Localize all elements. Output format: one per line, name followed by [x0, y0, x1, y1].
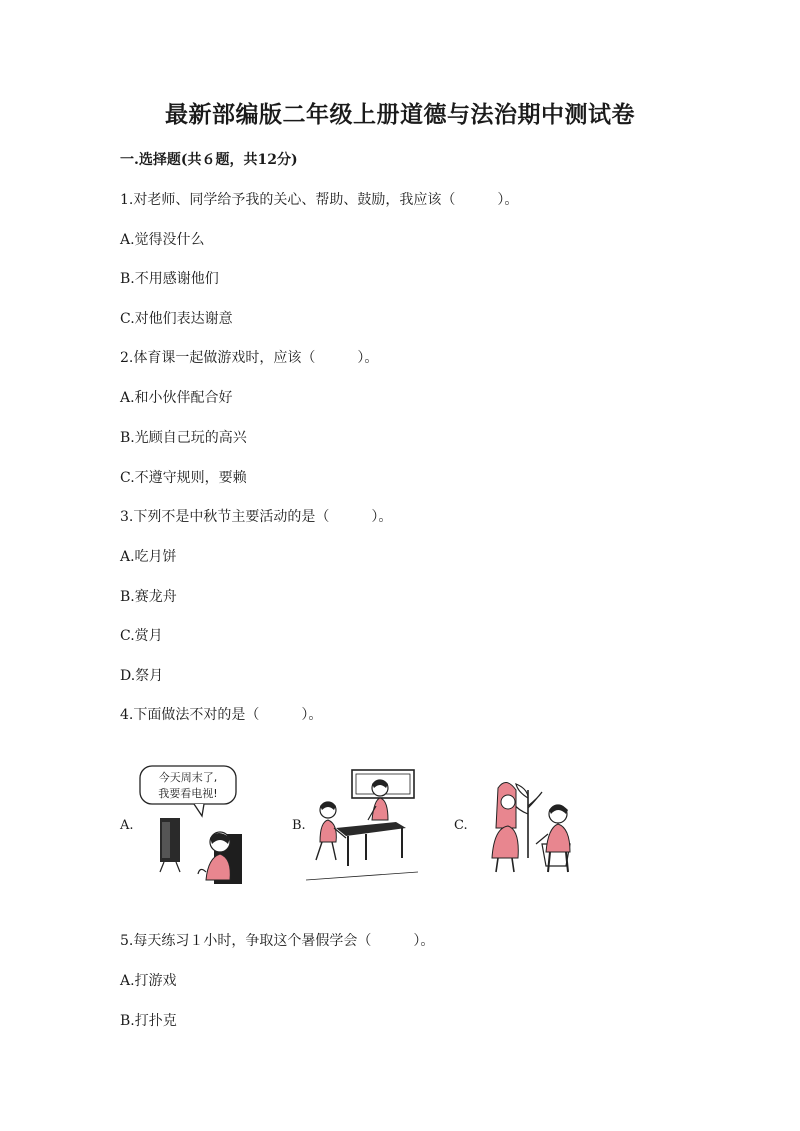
- option-5b: B.打扑克: [120, 1013, 177, 1029]
- q4-label-b: B.: [292, 818, 306, 833]
- q4-illustrations: [120, 762, 680, 887]
- question-3: 3.下列不是中秋节主要活动的是（ ）。: [120, 509, 393, 525]
- option-1b: B.不用感谢他们: [120, 271, 219, 287]
- option-3d: D.祭月: [120, 668, 164, 684]
- option-1a: A.觉得没什么: [120, 232, 205, 248]
- option-5a: A.打游戏: [120, 973, 177, 989]
- question-2: 2.体育课一起做游戏时，应该（ ）。: [120, 350, 379, 366]
- q4-label-c: C.: [454, 818, 468, 833]
- option-3c: C.赏月: [120, 628, 163, 644]
- page-title: 最新部编版二年级上册道德与法治期中测试卷: [165, 101, 635, 128]
- question-5: 5.每天练习１小时，争取这个暑假学会（ ）。: [120, 933, 435, 949]
- illustration-b-cleaning: [306, 762, 418, 887]
- speech-bubble-line-1: 今天周末了,: [158, 771, 218, 784]
- question-1: 1.对老师、同学给予我的关心、帮助、鼓励，我应该（ ）。: [120, 192, 519, 208]
- q4-label-a: A.: [120, 818, 134, 833]
- illustration-a-tv-watching: [132, 762, 247, 887]
- section-heading: 一.选择题(共６题，共12分): [120, 152, 298, 168]
- option-3a: A.吃月饼: [120, 549, 177, 565]
- option-3b: B.赛龙舟: [120, 589, 177, 605]
- illustration-c-planting-tree: [472, 762, 590, 887]
- speech-bubble-line-2: 我要看电视!: [158, 787, 218, 800]
- option-2b: B.光顾自己玩的高兴: [120, 430, 247, 446]
- option-2a: A.和小伙伴配合好: [120, 390, 233, 406]
- question-4: 4.下面做法不对的是（ ）。: [120, 707, 323, 723]
- option-1c: C.对他们表达谢意: [120, 311, 233, 327]
- option-2c: C.不遵守规则，要赖: [120, 470, 247, 486]
